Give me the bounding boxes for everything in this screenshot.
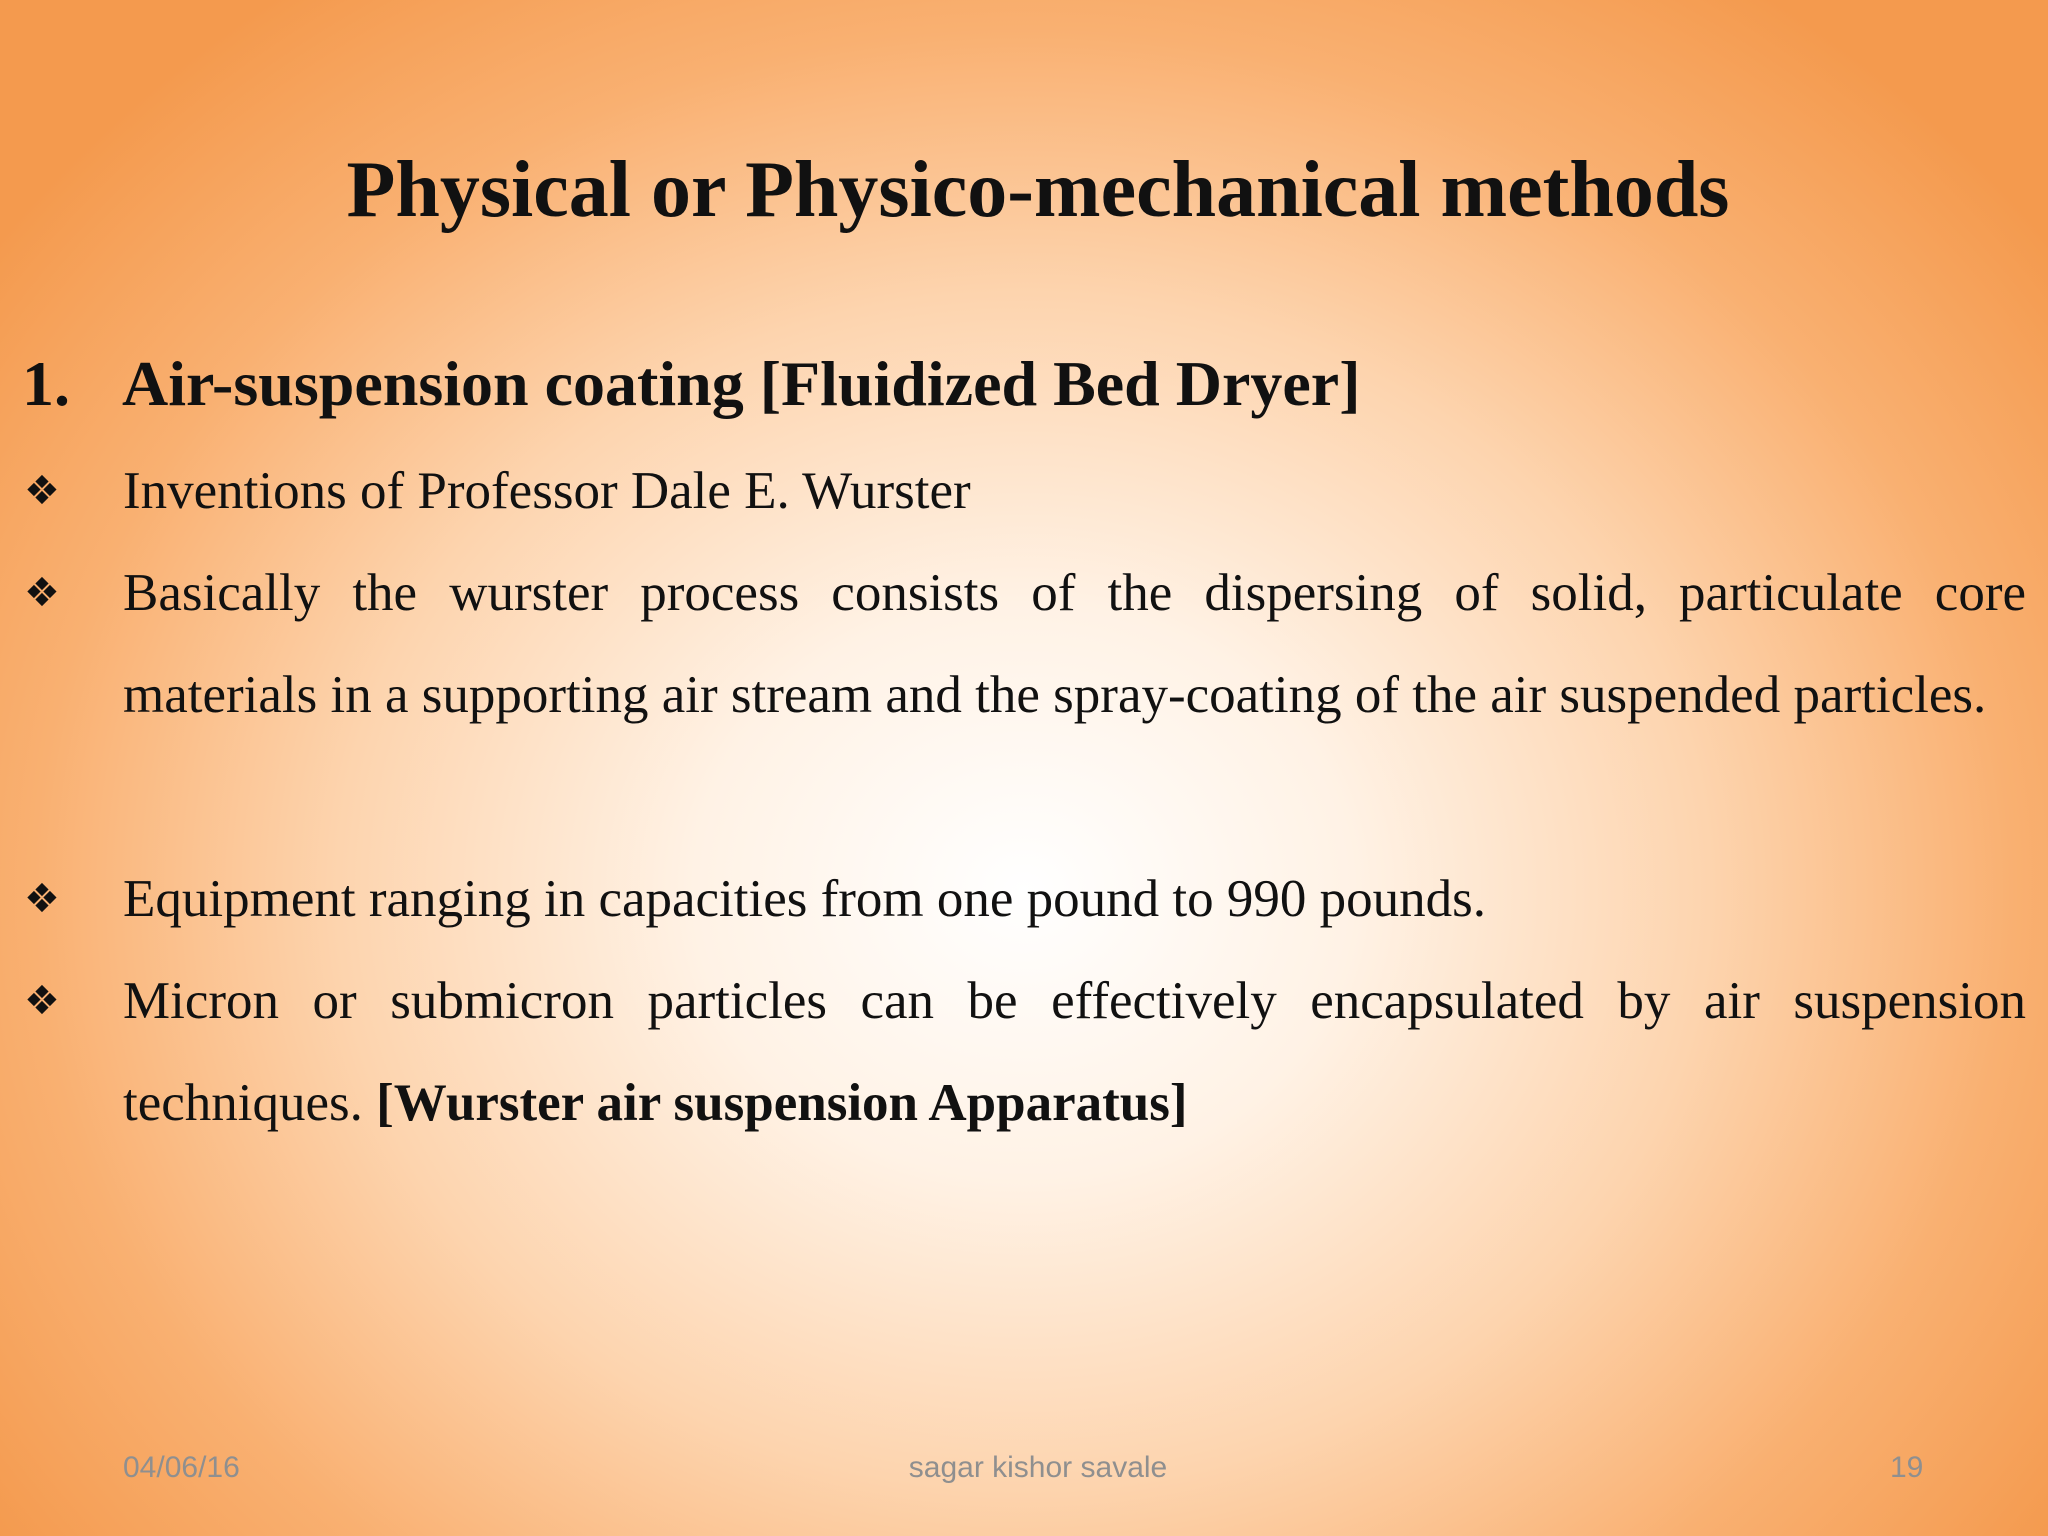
bullet-text: Inventions of Professor Dale E. Wurster [123, 462, 971, 520]
section-heading [22, 340, 1361, 428]
bullet-text: Equipment ranging in capacities from one pound to 990 pounds. [123, 870, 1487, 928]
bullet-item [0, 542, 2026, 746]
bullet-item [0, 950, 2026, 1154]
bullet-text: Basically the wurster process consists of the dispersing of solid, particulate core materials in a supporting air stream and the spray-coating of the air suspended particles. [123, 564, 2026, 724]
bullet-text-plain: Micron or submicron particles can be effectively encapsulated by air suspension techniques. [123, 972, 2026, 1132]
section-number: 1. [22, 348, 70, 419]
bullet-item [0, 848, 2026, 950]
footer-date: 04/06/16 [123, 1451, 240, 1484]
diamond-bullet-icon: ❖ [24, 468, 60, 514]
bullet-item [0, 440, 2026, 542]
bullet-text-bold: [Wurster air suspension Apparatus] [376, 1074, 1188, 1132]
diamond-bullet-icon: ❖ [24, 570, 60, 616]
section-heading-text: Air-suspension coating [Fluidized Bed Dryer] [122, 348, 1361, 419]
footer-page-number: 19 [1890, 1451, 1924, 1484]
slide-title: Physical or Physico-mechanical methods [346, 146, 1730, 234]
bullet-text [123, 950, 2026, 1154]
diamond-bullet-icon: ❖ [24, 978, 60, 1024]
footer-author: sagar kishor savale [908, 1451, 1168, 1484]
diamond-bullet-icon: ❖ [24, 876, 60, 922]
